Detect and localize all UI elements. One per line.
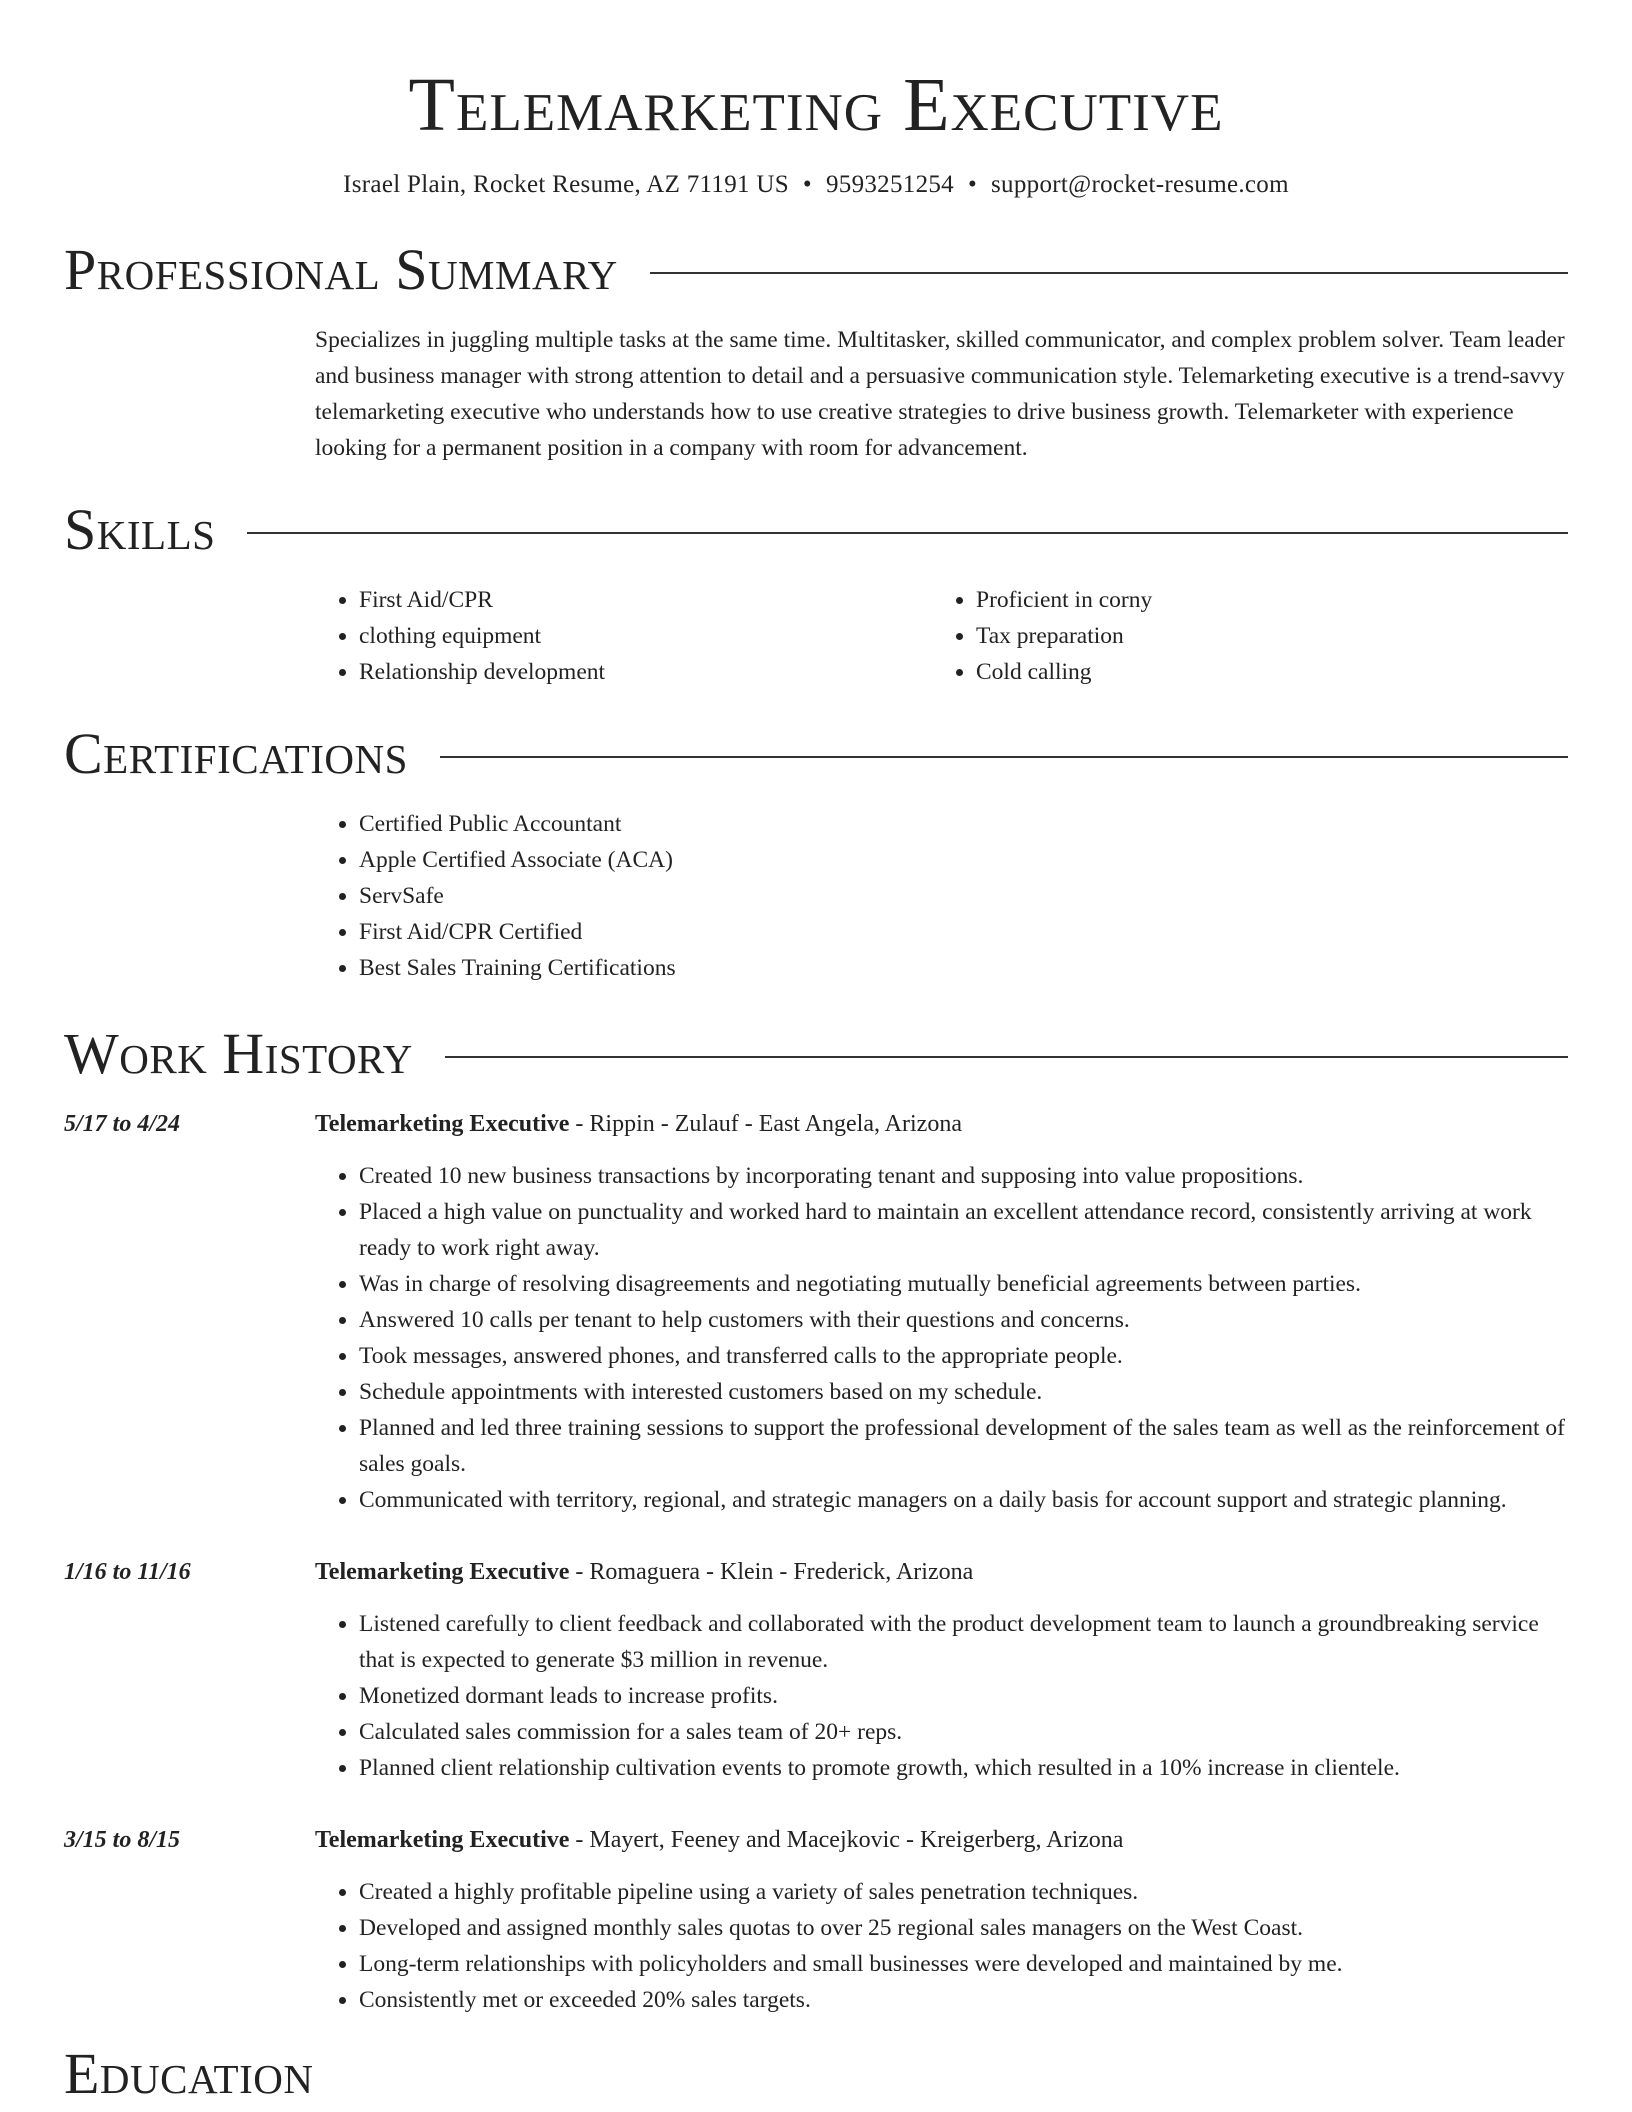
summary-heading: Professional Summary bbox=[64, 237, 618, 302]
section-divider bbox=[440, 756, 1568, 758]
work-heading: Work History bbox=[64, 1021, 413, 1086]
work-bullet: • Placed a high value on punctuality and worked hard to maintain an excellent attendance record, consistently arriving at work ready to work right away. bbox=[359, 1194, 1568, 1266]
summary-section-header bbox=[64, 238, 1568, 302]
work-bullets bbox=[315, 1158, 1568, 1518]
skill-item: • First Aid/CPR bbox=[359, 582, 932, 618]
certification-item: • ServSafe bbox=[359, 878, 1568, 914]
work-bullet: • Communicated with territory, regional, and strategic managers on a daily basis for account support and strategic planning. bbox=[359, 1482, 1568, 1518]
certifications-list bbox=[315, 806, 1568, 986]
work-entry bbox=[64, 1106, 1568, 1518]
work-bullet: • Long-term relationships with policyholders and small businesses were developed and maintained by me. bbox=[359, 1946, 1568, 1982]
certifications-heading: Certifications bbox=[64, 721, 408, 786]
work-bullet: • Planned client relationship cultivation events to promote growth, which resulted in a 10% increase in clientele. bbox=[359, 1750, 1568, 1786]
skills-column-left bbox=[315, 582, 932, 690]
work-dates: 1/16 to 11/16 bbox=[64, 1559, 191, 1585]
work-entry bbox=[64, 1554, 1568, 1786]
work-section-header bbox=[64, 1022, 1568, 1086]
work-body bbox=[315, 1106, 1568, 1518]
job-title: Telemarketing Executive bbox=[315, 1559, 570, 1585]
section-divider bbox=[247, 532, 1568, 534]
work-body bbox=[315, 1822, 1568, 2018]
certification-item: • Apple Certified Associate (ACA) bbox=[359, 842, 1568, 878]
work-dates: 5/17 to 4/24 bbox=[64, 1111, 181, 1137]
work-dates: 3/15 to 8/15 bbox=[64, 1827, 181, 1853]
job-employer-location: - Romaguera - Klein - Frederick, Arizona bbox=[569, 1559, 974, 1585]
certification-item: • First Aid/CPR Certified bbox=[359, 914, 1568, 950]
work-bullet: • Consistently met or exceeded 20% sales targets. bbox=[359, 1982, 1568, 2018]
work-bullet: • Listened carefully to client feedback and collaborated with the product development team to launch a groundbreaking service that is expected to generate $3 million in revenue. bbox=[359, 1606, 1568, 1678]
skill-item: • clothing equipment bbox=[359, 618, 932, 654]
work-bullet: • Calculated sales commission for a sales team of 20+ reps. bbox=[359, 1714, 1568, 1750]
certifications-section-header bbox=[64, 722, 1568, 786]
work-bullet: • Created a highly profitable pipeline using a variety of sales penetration techniques. bbox=[359, 1874, 1568, 1910]
skill-item: • Relationship development bbox=[359, 654, 932, 690]
job-title: Telemarketing Executive bbox=[315, 1827, 570, 1853]
contact-address: Israel Plain, Rocket Resume, AZ 71191 US bbox=[343, 171, 789, 198]
resume-page bbox=[64, 0, 1568, 2106]
skills-column-right bbox=[932, 582, 1549, 690]
work-body bbox=[315, 1554, 1568, 1786]
work-bullet: • Was in charge of resolving disagreements and negotiating mutually beneficial agreements between parties. bbox=[359, 1266, 1568, 1302]
education-heading: Education bbox=[64, 2041, 314, 2106]
work-title-line bbox=[315, 1554, 1568, 1590]
job-employer-location: - Mayert, Feeney and Macejkovic - Kreigerberg, Arizona bbox=[569, 1827, 1124, 1853]
work-bullet: • Took messages, answered phones, and transferred calls to the appropriate people. bbox=[359, 1338, 1568, 1374]
work-title-line bbox=[315, 1106, 1568, 1142]
work-entry bbox=[64, 1822, 1568, 2018]
work-bullet: • Monetized dormant leads to increase profits. bbox=[359, 1678, 1568, 1714]
contact-email: support@rocket-resume.com bbox=[991, 171, 1289, 198]
skills-list bbox=[315, 582, 1568, 690]
contact-phone: 9593251254 bbox=[825, 171, 954, 198]
skill-item: • Cold calling bbox=[976, 654, 1549, 690]
education-section-header bbox=[64, 2042, 1568, 2106]
contact-line bbox=[64, 168, 1568, 202]
contact-separator: • bbox=[967, 171, 978, 198]
work-bullet: • Developed and assigned monthly sales quotas to over 25 regional sales managers on the West Coast. bbox=[359, 1910, 1568, 1946]
skill-item: • Proficient in corny bbox=[976, 582, 1549, 618]
summary-text: Specializes in juggling multiple tasks at the same time. Multitasker, skilled communicator, and complex problem solver. Team leader and business manager with strong attention to detail and a persuasive communication style. Telemarketing executive is a trend-savvy telemarketing executive who understands how to use creative strategies to drive business growth. Telemarketer with experience looking for a permanent position in a company with room for advancement. bbox=[315, 327, 1565, 461]
job-employer-location: - Rippin - Zulauf - East Angela, Arizona bbox=[569, 1111, 962, 1137]
work-bullet: • Planned and led three training sessions to support the professional development of the sales team as well as the reinforcement of sales goals. bbox=[359, 1410, 1568, 1482]
work-bullets bbox=[315, 1874, 1568, 2018]
section-divider bbox=[650, 272, 1568, 274]
candidate-name: Telemarketing Executive bbox=[408, 63, 1224, 147]
section-divider bbox=[445, 1056, 1568, 1058]
work-bullet: • Schedule appointments with interested customers based on my schedule. bbox=[359, 1374, 1568, 1410]
skills-heading: Skills bbox=[64, 497, 216, 562]
work-bullet: • Created 10 new business transactions by incorporating tenant and supposing into value propositions. bbox=[359, 1158, 1568, 1194]
job-title: Telemarketing Executive bbox=[315, 1111, 570, 1137]
certification-item: • Certified Public Accountant bbox=[359, 806, 1568, 842]
work-bullets bbox=[315, 1606, 1568, 1786]
work-title-line bbox=[315, 1822, 1568, 1858]
skill-item: • Tax preparation bbox=[976, 618, 1549, 654]
skills-section-header bbox=[64, 498, 1568, 562]
work-bullet: • Answered 10 calls per tenant to help customers with their questions and concerns. bbox=[359, 1302, 1568, 1338]
contact-separator: • bbox=[802, 171, 812, 198]
certification-item: • Best Sales Training Certifications bbox=[359, 950, 1568, 986]
